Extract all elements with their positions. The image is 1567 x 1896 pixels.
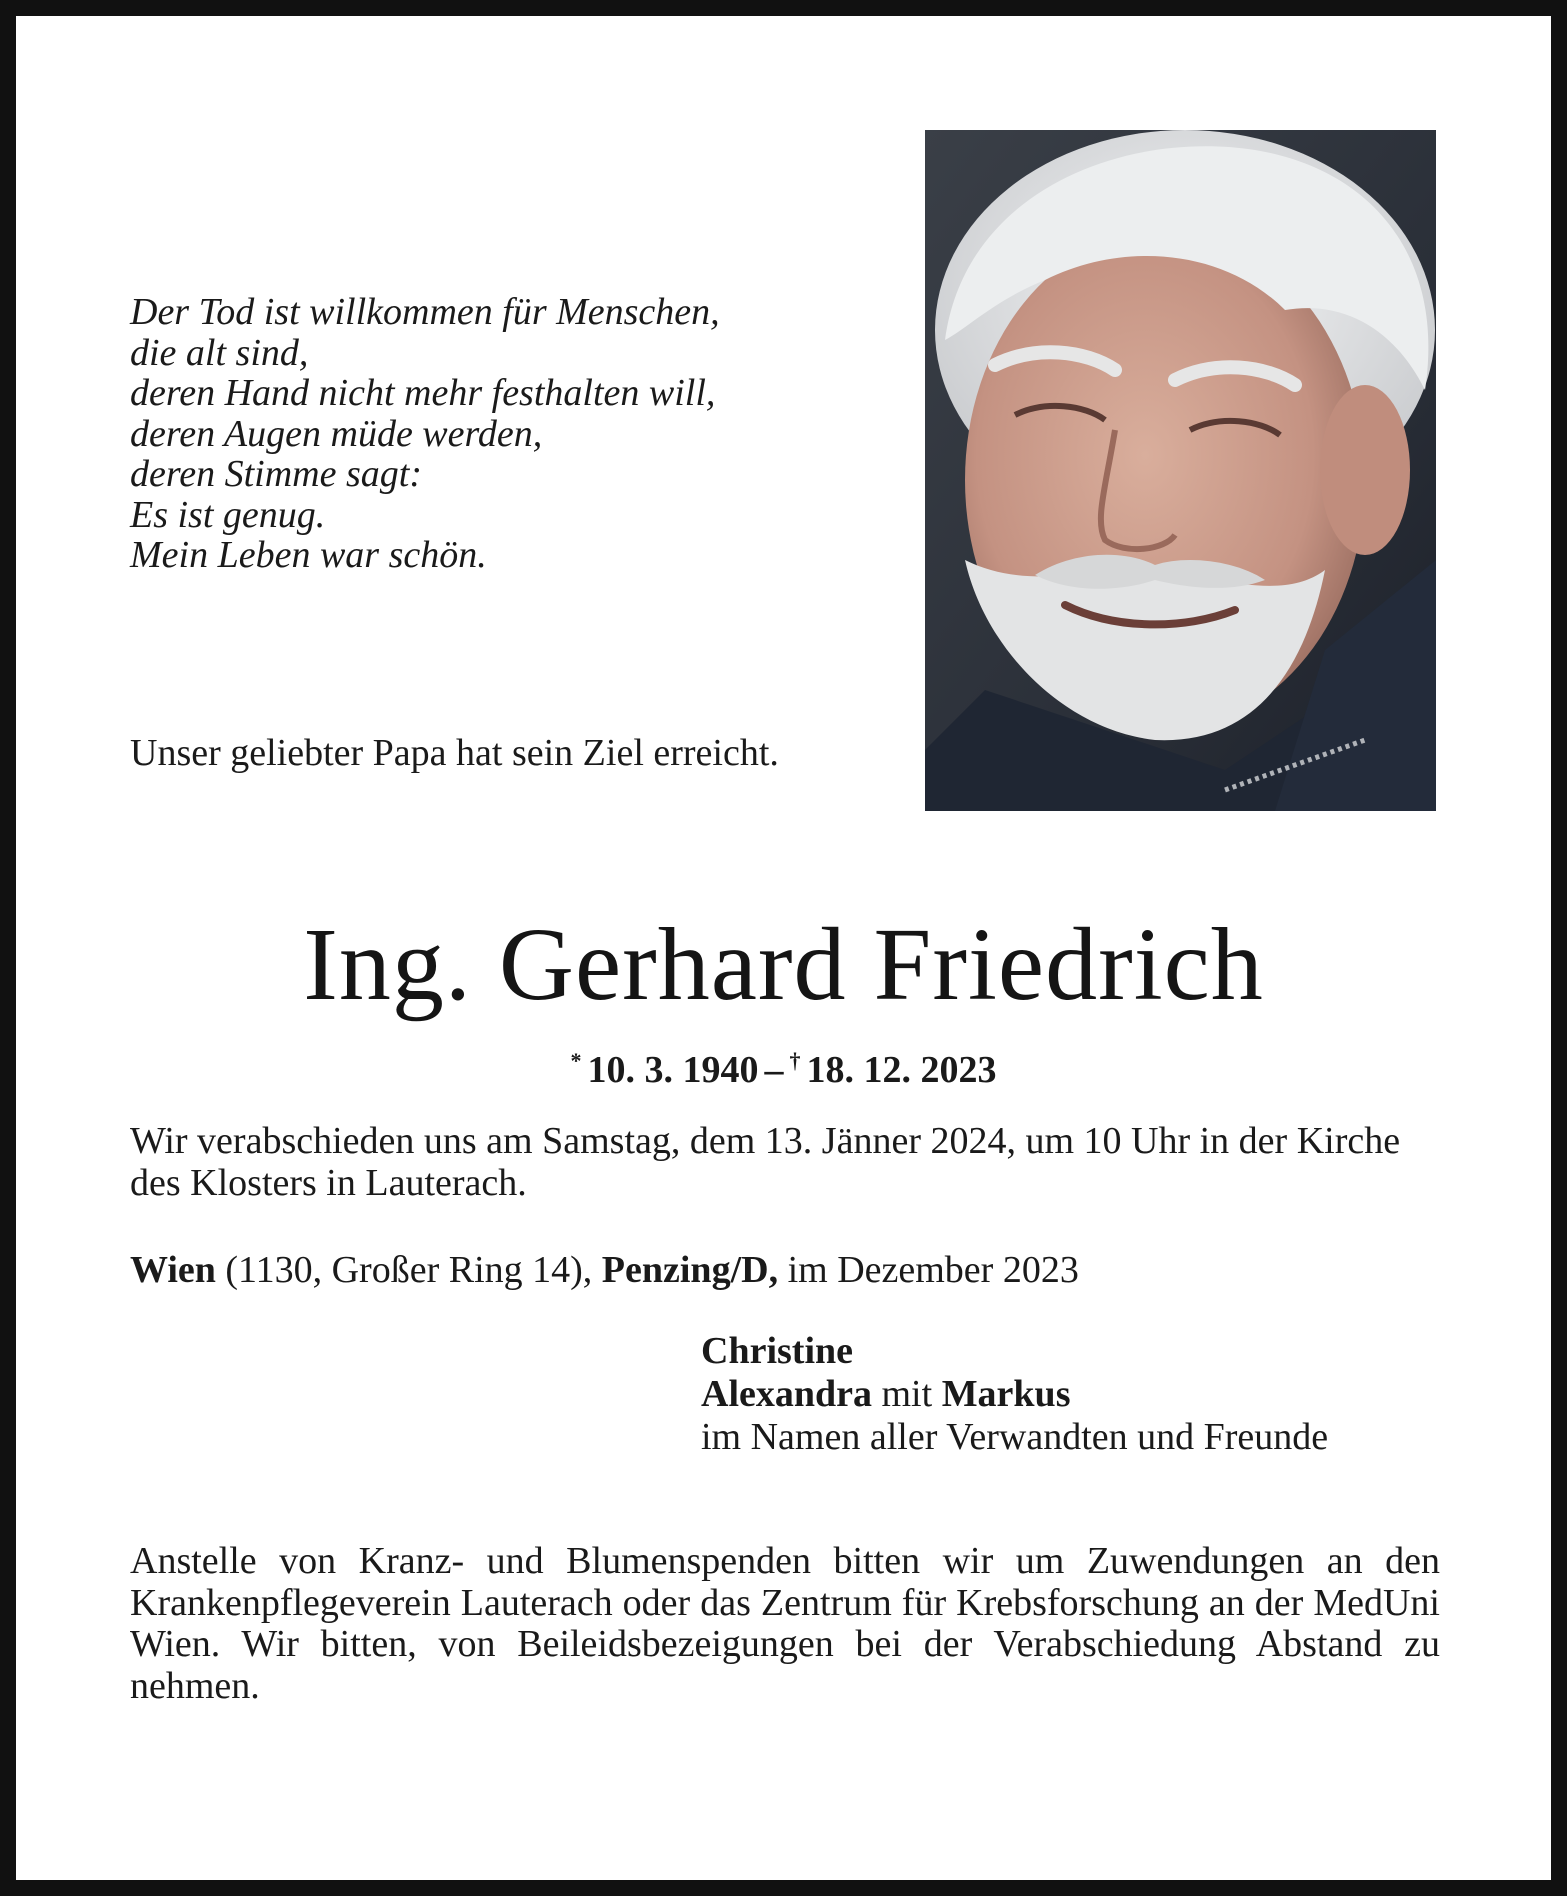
deceased-name: Ing. Gerhard Friedrich [303,907,1264,1022]
life-dates [0,1036,1567,1095]
date-separator: – [764,1049,784,1091]
death-date: 18. 12. 2023 [806,1049,997,1091]
farewell-text: Wir verabschieden uns am Samstag, dem 13. Jänner 2024, um 10 Uhr in der Kirche des Klosters in Lauterach. [130,1120,1401,1204]
donation-text: Anstelle von Kranz- und Blumenspenden bitten wir um Zuwendungen an den Krankenpflegeverein Lauterach oder das Zentrum für Krebsforschung an der MedUni Wien. Wir bitten, von Beileidsbezeigungen bei der Verabschiedung Abstand zu nehmen. [130,1540,1440,1707]
family-name: Markus [941,1373,1071,1415]
death-symbol: † [789,1048,801,1073]
place-address: (1130, Großer Ring 14), [215,1249,602,1291]
poem-line: die alt sind, [130,331,309,374]
poem-line: deren Augen müde werden, [130,412,543,455]
poem-line: Mein Leben war schön. [130,534,487,576]
family-name: Alexandra [701,1373,872,1415]
birth-symbol: * [570,1048,582,1073]
birth-date: 10. 3. 1940 [587,1049,759,1091]
poem-line: deren Stimme sagt: [130,453,422,495]
poem-line: Es ist genug. [130,493,326,536]
portrait-photo [925,130,1436,811]
family-connector: mit [872,1373,942,1415]
intro-text: Unser geliebter Papa hat sein Ziel erreicht. [130,732,779,774]
poem [130,292,830,576]
place-line [130,1249,1440,1291]
portrait-photo-icon [925,130,1436,811]
place-city-secondary: Penzing/D, [601,1249,779,1291]
family-signature [701,1330,1441,1459]
place-date: im Dezember 2023 [778,1249,1079,1291]
family-name: Christine [701,1330,853,1372]
family-closing: im Namen aller Verwandten und Freunde [701,1416,1329,1458]
poem-line: Der Tod ist willkommen für Menschen, [130,291,720,333]
poem-line: deren Hand nicht mehr festhalten will, [130,372,716,414]
place-city: Wien [130,1249,216,1291]
